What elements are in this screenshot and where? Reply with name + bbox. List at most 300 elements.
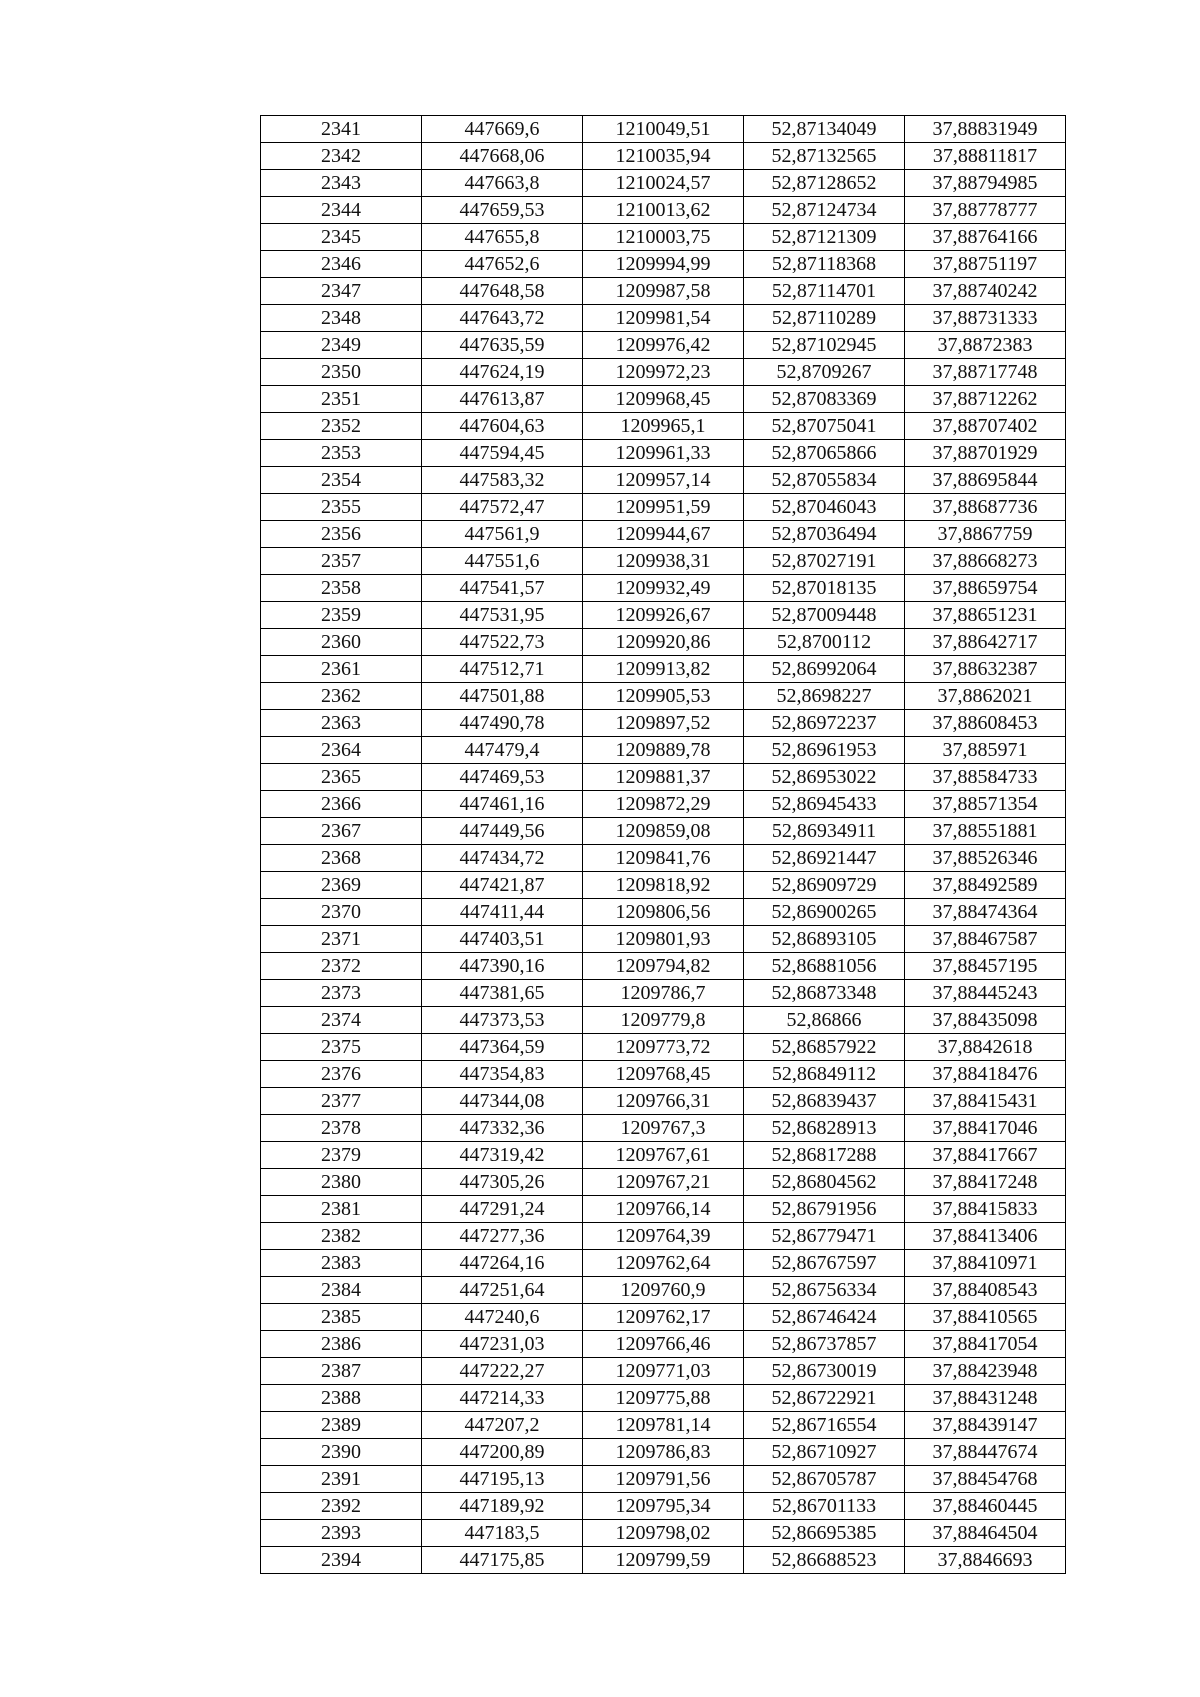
x-coordinate-cell: 447551,6 (422, 548, 583, 575)
point-number-cell: 2357 (261, 548, 422, 575)
latitude-cell: 52,86767597 (744, 1250, 905, 1277)
y-coordinate-cell: 1209771,03 (583, 1358, 744, 1385)
y-coordinate-cell: 1209938,31 (583, 548, 744, 575)
x-coordinate-cell: 447214,33 (422, 1385, 583, 1412)
x-coordinate-cell: 447479,4 (422, 737, 583, 764)
latitude-cell: 52,86710927 (744, 1439, 905, 1466)
latitude-cell: 52,86921447 (744, 845, 905, 872)
x-coordinate-cell: 447461,16 (422, 791, 583, 818)
y-coordinate-cell: 1210049,51 (583, 116, 744, 143)
y-coordinate-cell: 1209976,42 (583, 332, 744, 359)
y-coordinate-cell: 1209905,53 (583, 683, 744, 710)
point-number-cell: 2348 (261, 305, 422, 332)
x-coordinate-cell: 447501,88 (422, 683, 583, 710)
x-coordinate-cell: 447207,2 (422, 1412, 583, 1439)
table-row (261, 737, 1066, 764)
y-coordinate-cell: 1209968,45 (583, 386, 744, 413)
latitude-cell: 52,86737857 (744, 1331, 905, 1358)
latitude-cell: 52,8709267 (744, 359, 905, 386)
latitude-cell: 52,8698227 (744, 683, 905, 710)
y-coordinate-cell: 1209768,45 (583, 1061, 744, 1088)
table-row (261, 1115, 1066, 1142)
y-coordinate-cell: 1209889,78 (583, 737, 744, 764)
latitude-cell: 52,86873348 (744, 980, 905, 1007)
point-number-cell: 2380 (261, 1169, 422, 1196)
y-coordinate-cell: 1209965,1 (583, 413, 744, 440)
y-coordinate-cell: 1209926,67 (583, 602, 744, 629)
longitude-cell: 37,88632387 (905, 656, 1066, 683)
y-coordinate-cell: 1209801,93 (583, 926, 744, 953)
x-coordinate-cell: 447604,63 (422, 413, 583, 440)
y-coordinate-cell: 1209767,61 (583, 1142, 744, 1169)
x-coordinate-cell: 447344,08 (422, 1088, 583, 1115)
longitude-cell: 37,88778777 (905, 197, 1066, 224)
point-number-cell: 2364 (261, 737, 422, 764)
longitude-cell: 37,8872383 (905, 332, 1066, 359)
x-coordinate-cell: 447652,6 (422, 251, 583, 278)
y-coordinate-cell: 1210035,94 (583, 143, 744, 170)
table-row (261, 359, 1066, 386)
y-coordinate-cell: 1209762,64 (583, 1250, 744, 1277)
y-coordinate-cell: 1209773,72 (583, 1034, 744, 1061)
table-row (261, 872, 1066, 899)
latitude-cell: 52,87055834 (744, 467, 905, 494)
longitude-cell: 37,88460445 (905, 1493, 1066, 1520)
latitude-cell: 52,86779471 (744, 1223, 905, 1250)
x-coordinate-cell: 447669,6 (422, 116, 583, 143)
point-number-cell: 2378 (261, 1115, 422, 1142)
longitude-cell: 37,88584733 (905, 764, 1066, 791)
table-row (261, 305, 1066, 332)
latitude-cell: 52,87018135 (744, 575, 905, 602)
point-number-cell: 2368 (261, 845, 422, 872)
latitude-cell: 52,86909729 (744, 872, 905, 899)
y-coordinate-cell: 1209767,21 (583, 1169, 744, 1196)
point-number-cell: 2370 (261, 899, 422, 926)
x-coordinate-cell: 447583,32 (422, 467, 583, 494)
longitude-cell: 37,88410565 (905, 1304, 1066, 1331)
x-coordinate-cell: 447305,26 (422, 1169, 583, 1196)
y-coordinate-cell: 1209766,46 (583, 1331, 744, 1358)
point-number-cell: 2386 (261, 1331, 422, 1358)
latitude-cell: 52,87110289 (744, 305, 905, 332)
table-row (261, 1304, 1066, 1331)
longitude-cell: 37,88651231 (905, 602, 1066, 629)
x-coordinate-cell: 447175,85 (422, 1547, 583, 1574)
longitude-cell: 37,88717748 (905, 359, 1066, 386)
latitude-cell: 52,86849112 (744, 1061, 905, 1088)
y-coordinate-cell: 1209944,67 (583, 521, 744, 548)
x-coordinate-cell: 447195,13 (422, 1466, 583, 1493)
table-row (261, 170, 1066, 197)
table-row (261, 656, 1066, 683)
table-row (261, 332, 1066, 359)
point-number-cell: 2356 (261, 521, 422, 548)
x-coordinate-cell: 447403,51 (422, 926, 583, 953)
y-coordinate-cell: 1209762,17 (583, 1304, 744, 1331)
longitude-cell: 37,88740242 (905, 278, 1066, 305)
latitude-cell: 52,87036494 (744, 521, 905, 548)
latitude-cell: 52,86695385 (744, 1520, 905, 1547)
x-coordinate-cell: 447668,06 (422, 143, 583, 170)
longitude-cell: 37,88687736 (905, 494, 1066, 521)
table-row (261, 1034, 1066, 1061)
point-number-cell: 2344 (261, 197, 422, 224)
y-coordinate-cell: 1209786,7 (583, 980, 744, 1007)
x-coordinate-cell: 447659,53 (422, 197, 583, 224)
y-coordinate-cell: 1210003,75 (583, 224, 744, 251)
latitude-cell: 52,86705787 (744, 1466, 905, 1493)
longitude-cell: 37,88831949 (905, 116, 1066, 143)
x-coordinate-cell: 447189,92 (422, 1493, 583, 1520)
latitude-cell: 52,86866 (744, 1007, 905, 1034)
point-number-cell: 2366 (261, 791, 422, 818)
point-number-cell: 2393 (261, 1520, 422, 1547)
latitude-cell: 52,86828913 (744, 1115, 905, 1142)
y-coordinate-cell: 1209994,99 (583, 251, 744, 278)
longitude-cell: 37,88551881 (905, 818, 1066, 845)
longitude-cell: 37,88417248 (905, 1169, 1066, 1196)
longitude-cell: 37,88659754 (905, 575, 1066, 602)
table-row (261, 1358, 1066, 1385)
x-coordinate-cell: 447364,59 (422, 1034, 583, 1061)
table-row (261, 1169, 1066, 1196)
x-coordinate-cell: 447231,03 (422, 1331, 583, 1358)
longitude-cell: 37,8842618 (905, 1034, 1066, 1061)
longitude-cell: 37,88445243 (905, 980, 1066, 1007)
x-coordinate-cell: 447222,27 (422, 1358, 583, 1385)
point-number-cell: 2361 (261, 656, 422, 683)
longitude-cell: 37,88695844 (905, 467, 1066, 494)
point-number-cell: 2377 (261, 1088, 422, 1115)
latitude-cell: 52,87027191 (744, 548, 905, 575)
y-coordinate-cell: 1209779,8 (583, 1007, 744, 1034)
table-row (261, 278, 1066, 305)
y-coordinate-cell: 1209798,02 (583, 1520, 744, 1547)
point-number-cell: 2385 (261, 1304, 422, 1331)
x-coordinate-cell: 447277,36 (422, 1223, 583, 1250)
table-row (261, 953, 1066, 980)
x-coordinate-cell: 447469,53 (422, 764, 583, 791)
y-coordinate-cell: 1209957,14 (583, 467, 744, 494)
y-coordinate-cell: 1210024,57 (583, 170, 744, 197)
y-coordinate-cell: 1209951,59 (583, 494, 744, 521)
table-row (261, 1466, 1066, 1493)
point-number-cell: 2394 (261, 1547, 422, 1574)
table-row (261, 1547, 1066, 1574)
point-number-cell: 2389 (261, 1412, 422, 1439)
table-row (261, 1331, 1066, 1358)
longitude-cell: 37,88731333 (905, 305, 1066, 332)
latitude-cell: 52,86817288 (744, 1142, 905, 1169)
x-coordinate-cell: 447390,16 (422, 953, 583, 980)
longitude-cell: 37,88431248 (905, 1385, 1066, 1412)
point-number-cell: 2376 (261, 1061, 422, 1088)
y-coordinate-cell: 1209841,76 (583, 845, 744, 872)
longitude-cell: 37,88408543 (905, 1277, 1066, 1304)
latitude-cell: 52,87102945 (744, 332, 905, 359)
y-coordinate-cell: 1209806,56 (583, 899, 744, 926)
point-number-cell: 2373 (261, 980, 422, 1007)
table-row (261, 1385, 1066, 1412)
latitude-cell: 52,86893105 (744, 926, 905, 953)
table-row (261, 1520, 1066, 1547)
latitude-cell: 52,86900265 (744, 899, 905, 926)
point-number-cell: 2388 (261, 1385, 422, 1412)
y-coordinate-cell: 1209961,33 (583, 440, 744, 467)
longitude-cell: 37,88413406 (905, 1223, 1066, 1250)
x-coordinate-cell: 447332,36 (422, 1115, 583, 1142)
y-coordinate-cell: 1209766,14 (583, 1196, 744, 1223)
longitude-cell: 37,88712262 (905, 386, 1066, 413)
table-row (261, 197, 1066, 224)
point-number-cell: 2351 (261, 386, 422, 413)
latitude-cell: 52,87065866 (744, 440, 905, 467)
table-row (261, 899, 1066, 926)
latitude-cell: 52,86961953 (744, 737, 905, 764)
point-number-cell: 2347 (261, 278, 422, 305)
table-row (261, 1223, 1066, 1250)
longitude-cell: 37,88435098 (905, 1007, 1066, 1034)
table-row (261, 467, 1066, 494)
table-row (261, 1088, 1066, 1115)
longitude-cell: 37,88415431 (905, 1088, 1066, 1115)
x-coordinate-cell: 447319,42 (422, 1142, 583, 1169)
table-row (261, 413, 1066, 440)
longitude-cell: 37,88417667 (905, 1142, 1066, 1169)
point-number-cell: 2392 (261, 1493, 422, 1520)
longitude-cell: 37,88417054 (905, 1331, 1066, 1358)
y-coordinate-cell: 1209897,52 (583, 710, 744, 737)
y-coordinate-cell: 1209775,88 (583, 1385, 744, 1412)
table-row (261, 116, 1066, 143)
table-row (261, 1277, 1066, 1304)
latitude-cell: 52,86953022 (744, 764, 905, 791)
table-row (261, 143, 1066, 170)
latitude-cell: 52,87009448 (744, 602, 905, 629)
latitude-cell: 52,87114701 (744, 278, 905, 305)
point-number-cell: 2381 (261, 1196, 422, 1223)
table-row (261, 1493, 1066, 1520)
point-number-cell: 2362 (261, 683, 422, 710)
x-coordinate-cell: 447264,16 (422, 1250, 583, 1277)
table-row (261, 521, 1066, 548)
y-coordinate-cell: 1209881,37 (583, 764, 744, 791)
latitude-cell: 52,86701133 (744, 1493, 905, 1520)
table-row (261, 1007, 1066, 1034)
longitude-cell: 37,88423948 (905, 1358, 1066, 1385)
longitude-cell: 37,88457195 (905, 953, 1066, 980)
latitude-cell: 52,86972237 (744, 710, 905, 737)
longitude-cell: 37,88418476 (905, 1061, 1066, 1088)
table-row (261, 548, 1066, 575)
x-coordinate-cell: 447381,65 (422, 980, 583, 1007)
x-coordinate-cell: 447531,95 (422, 602, 583, 629)
y-coordinate-cell: 1210013,62 (583, 197, 744, 224)
table-row (261, 980, 1066, 1007)
x-coordinate-cell: 447512,71 (422, 656, 583, 683)
x-coordinate-cell: 447541,57 (422, 575, 583, 602)
point-number-cell: 2375 (261, 1034, 422, 1061)
point-number-cell: 2371 (261, 926, 422, 953)
point-number-cell: 2387 (261, 1358, 422, 1385)
latitude-cell: 52,87083369 (744, 386, 905, 413)
x-coordinate-cell: 447663,8 (422, 170, 583, 197)
longitude-cell: 37,88492589 (905, 872, 1066, 899)
x-coordinate-cell: 447200,89 (422, 1439, 583, 1466)
y-coordinate-cell: 1209794,82 (583, 953, 744, 980)
y-coordinate-cell: 1209872,29 (583, 791, 744, 818)
point-number-cell: 2372 (261, 953, 422, 980)
latitude-cell: 52,86688523 (744, 1547, 905, 1574)
y-coordinate-cell: 1209972,23 (583, 359, 744, 386)
latitude-cell: 52,86992064 (744, 656, 905, 683)
point-number-cell: 2363 (261, 710, 422, 737)
y-coordinate-cell: 1209760,9 (583, 1277, 744, 1304)
latitude-cell: 52,87124734 (744, 197, 905, 224)
x-coordinate-cell: 447572,47 (422, 494, 583, 521)
point-number-cell: 2342 (261, 143, 422, 170)
x-coordinate-cell: 447373,53 (422, 1007, 583, 1034)
x-coordinate-cell: 447449,56 (422, 818, 583, 845)
longitude-cell: 37,88571354 (905, 791, 1066, 818)
table-row (261, 764, 1066, 791)
longitude-cell: 37,88707402 (905, 413, 1066, 440)
latitude-cell: 52,86857922 (744, 1034, 905, 1061)
table-row (261, 845, 1066, 872)
y-coordinate-cell: 1209767,3 (583, 1115, 744, 1142)
latitude-cell: 52,87132565 (744, 143, 905, 170)
x-coordinate-cell: 447561,9 (422, 521, 583, 548)
point-number-cell: 2349 (261, 332, 422, 359)
x-coordinate-cell: 447624,19 (422, 359, 583, 386)
point-number-cell: 2390 (261, 1439, 422, 1466)
longitude-cell: 37,88764166 (905, 224, 1066, 251)
latitude-cell: 52,87121309 (744, 224, 905, 251)
latitude-cell: 52,86804562 (744, 1169, 905, 1196)
y-coordinate-cell: 1209981,54 (583, 305, 744, 332)
table-row (261, 224, 1066, 251)
table-row (261, 710, 1066, 737)
point-number-cell: 2369 (261, 872, 422, 899)
table-row (261, 440, 1066, 467)
point-number-cell: 2343 (261, 170, 422, 197)
y-coordinate-cell: 1209786,83 (583, 1439, 744, 1466)
longitude-cell: 37,88464504 (905, 1520, 1066, 1547)
point-number-cell: 2355 (261, 494, 422, 521)
point-number-cell: 2359 (261, 602, 422, 629)
y-coordinate-cell: 1209791,56 (583, 1466, 744, 1493)
longitude-cell: 37,88417046 (905, 1115, 1066, 1142)
longitude-cell: 37,885971 (905, 737, 1066, 764)
latitude-cell: 52,87046043 (744, 494, 905, 521)
latitude-cell: 52,8700112 (744, 629, 905, 656)
longitude-cell: 37,88526346 (905, 845, 1066, 872)
x-coordinate-cell: 447648,58 (422, 278, 583, 305)
point-number-cell: 2374 (261, 1007, 422, 1034)
point-number-cell: 2341 (261, 116, 422, 143)
y-coordinate-cell: 1209913,82 (583, 656, 744, 683)
table-row (261, 629, 1066, 656)
point-number-cell: 2367 (261, 818, 422, 845)
point-number-cell: 2352 (261, 413, 422, 440)
y-coordinate-cell: 1209799,59 (583, 1547, 744, 1574)
table-row (261, 791, 1066, 818)
table-row (261, 602, 1066, 629)
longitude-cell: 37,88467587 (905, 926, 1066, 953)
table-row (261, 251, 1066, 278)
longitude-cell: 37,88668273 (905, 548, 1066, 575)
point-number-cell: 2384 (261, 1277, 422, 1304)
table-row (261, 818, 1066, 845)
y-coordinate-cell: 1209818,92 (583, 872, 744, 899)
y-coordinate-cell: 1209987,58 (583, 278, 744, 305)
y-coordinate-cell: 1209764,39 (583, 1223, 744, 1250)
point-number-cell: 2360 (261, 629, 422, 656)
longitude-cell: 37,88751197 (905, 251, 1066, 278)
table-row (261, 386, 1066, 413)
latitude-cell: 52,86756334 (744, 1277, 905, 1304)
y-coordinate-cell: 1209859,08 (583, 818, 744, 845)
x-coordinate-cell: 447613,87 (422, 386, 583, 413)
table-row (261, 1142, 1066, 1169)
latitude-cell: 52,87118368 (744, 251, 905, 278)
y-coordinate-cell: 1209766,31 (583, 1088, 744, 1115)
table-row (261, 494, 1066, 521)
longitude-cell: 37,8862021 (905, 683, 1066, 710)
latitude-cell: 52,87134049 (744, 116, 905, 143)
longitude-cell: 37,8867759 (905, 521, 1066, 548)
x-coordinate-cell: 447240,6 (422, 1304, 583, 1331)
x-coordinate-cell: 447183,5 (422, 1520, 583, 1547)
latitude-cell: 52,86716554 (744, 1412, 905, 1439)
longitude-cell: 37,88794985 (905, 170, 1066, 197)
latitude-cell: 52,86791956 (744, 1196, 905, 1223)
x-coordinate-cell: 447635,59 (422, 332, 583, 359)
longitude-cell: 37,88454768 (905, 1466, 1066, 1493)
longitude-cell: 37,88608453 (905, 710, 1066, 737)
point-number-cell: 2350 (261, 359, 422, 386)
point-number-cell: 2358 (261, 575, 422, 602)
coordinates-table-body (261, 116, 1066, 1574)
table-row (261, 1412, 1066, 1439)
latitude-cell: 52,86722921 (744, 1385, 905, 1412)
table-row (261, 1439, 1066, 1466)
point-number-cell: 2345 (261, 224, 422, 251)
table-row (261, 1250, 1066, 1277)
point-number-cell: 2383 (261, 1250, 422, 1277)
latitude-cell: 52,87075041 (744, 413, 905, 440)
longitude-cell: 37,8846693 (905, 1547, 1066, 1574)
longitude-cell: 37,88439147 (905, 1412, 1066, 1439)
x-coordinate-cell: 447655,8 (422, 224, 583, 251)
longitude-cell: 37,88811817 (905, 143, 1066, 170)
x-coordinate-cell: 447594,45 (422, 440, 583, 467)
longitude-cell: 37,88474364 (905, 899, 1066, 926)
y-coordinate-cell: 1209932,49 (583, 575, 744, 602)
longitude-cell: 37,88447674 (905, 1439, 1066, 1466)
point-number-cell: 2353 (261, 440, 422, 467)
longitude-cell: 37,88410971 (905, 1250, 1066, 1277)
coordinates-table (260, 115, 1066, 1574)
table-row (261, 1196, 1066, 1223)
point-number-cell: 2391 (261, 1466, 422, 1493)
table-row (261, 575, 1066, 602)
latitude-cell: 52,86839437 (744, 1088, 905, 1115)
y-coordinate-cell: 1209920,86 (583, 629, 744, 656)
table-row (261, 1061, 1066, 1088)
x-coordinate-cell: 447434,72 (422, 845, 583, 872)
